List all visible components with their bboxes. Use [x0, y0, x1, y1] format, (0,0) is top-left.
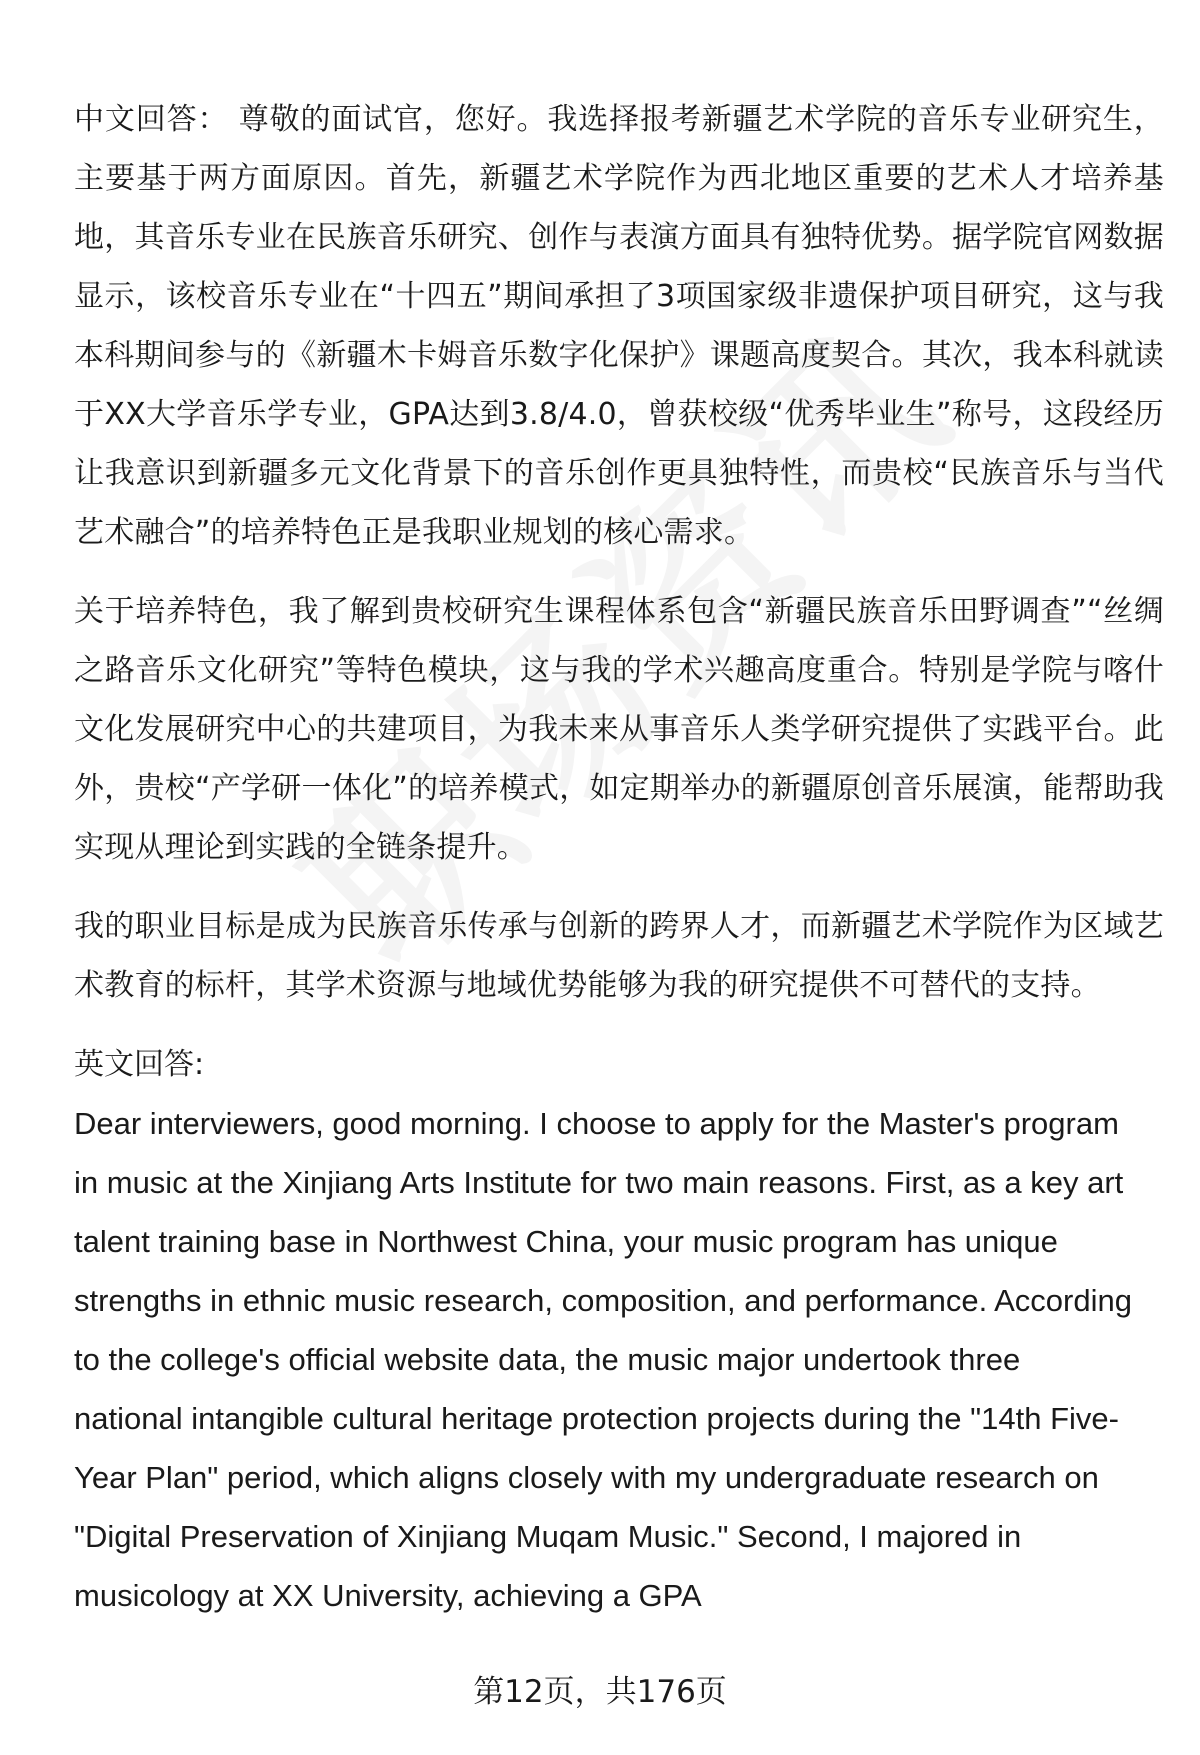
paragraph-career-goal: 我的职业目标是成为民族音乐传承与创新的跨界人才，而新疆艺术学院作为区域艺术教育的标杆，其学术资源与地域优势能够为我的研究提供不可替代的支持。: [74, 909, 1164, 1003]
paragraph-training-features: 关于培养特色，我了解到贵校研究生课程体系包含“新疆民族音乐田野调查”“丝绸之路音乐文化研究”等特色模块，这与我的学术兴趣高度重合。特别是学院与喀什文化发展研究中心的共建项目，为我未来从事音乐人类学研究提供了实践平台。此外，贵校“产学研一体化”的培养模式，如定期举办的新疆原创音乐展演，能帮助我实现从理论到实践的全链条提升。: [74, 594, 1164, 865]
page-content: [74, 90, 1164, 1625]
paragraph-chinese-answer: 中文回答： 尊敬的面试官，您好。我选择报考新疆艺术学院的音乐专业研究生，主要基于两方面原因。首先，新疆艺术学院作为西北地区重要的艺术人才培养基地，其音乐专业在民族音乐研究、创作与表演方面具有独特优势。据学院官网数据显示，该校音乐专业在“十四五”期间承担了3项国家级非遗保护项目研究，这与我本科期间参与的《新疆木卡姆音乐数字化保护》课题高度契合。其次，我本科就读于XX大学音乐学专业，GPA达到3.8/4.0，曾获校级“优秀毕业生”称号，这段经历让我意识到新疆多元文化背景下的音乐创作更具独特性，而贵校“民族音乐与当代艺术融合”的培养特色正是我职业规划的核心需求。: [74, 102, 1164, 550]
page-number-footer: 第12页，共176页: [473, 1674, 727, 1710]
paragraph-english-answer: Dear interviewers, good morning. I choose to apply for the Master's program in music at the Xinjiang Arts Institute for two main reasons. First, as a key art talent training base in Northwest China, your music program has unique strengths in ethnic music research, composition, and performance. According to the college's official website data, the music major undertook three national intangible cultural heritage protection projects during the "14th Five-Year Plan" period, which aligns closely with my undergraduate research on "Digital Preservation of Xinjiang Muqam Music." Second, I majored in musicology at XX University, achieving a GPA: [74, 1106, 1132, 1613]
english-answer-heading: 英文回答:: [74, 1047, 205, 1082]
